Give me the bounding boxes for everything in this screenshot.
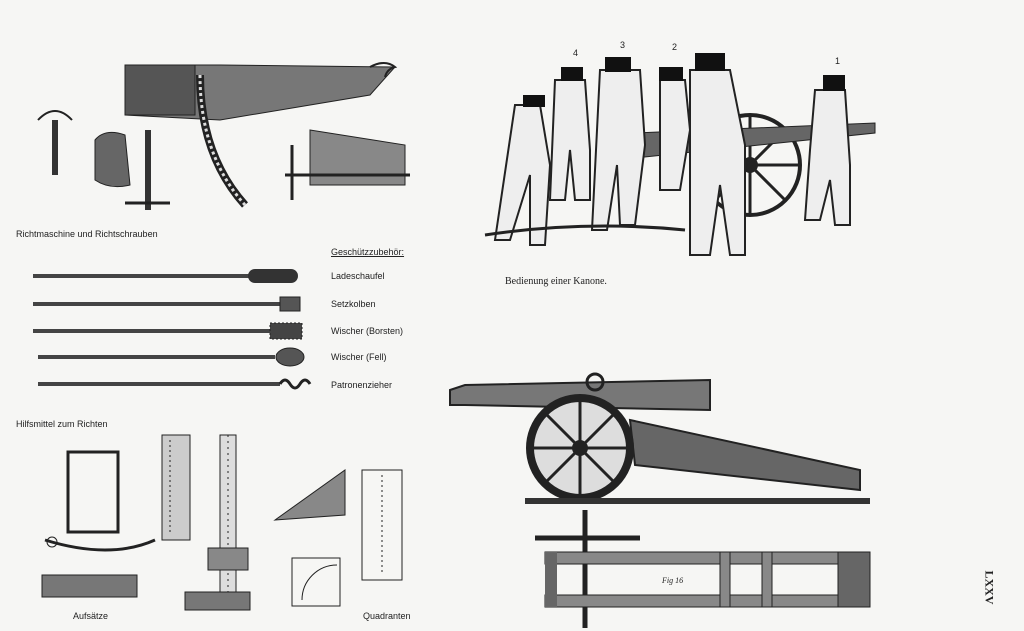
tool-label-wischer-borsten: Wischer (Borsten) <box>331 326 404 336</box>
richtmaschine-illustration <box>30 45 420 215</box>
plate-number: LXXV <box>982 570 997 605</box>
caption-bedienung: Bedienung einer Kanone. <box>505 276 607 287</box>
caption-richtmaschine: Richtmaschine und Richtschrauben <box>16 229 158 239</box>
tool-label-setzkolben: Setzkolben <box>331 299 376 309</box>
caption-quadranten: Quadranten <box>363 611 411 621</box>
caption-hilfsmittel: Hilfsmittel zum Richten <box>16 419 108 429</box>
caption-aufsaetze: Aufsätze <box>73 611 109 621</box>
crew-number-2: 2 <box>672 42 678 52</box>
figure-label: Fig 16 <box>662 576 684 585</box>
tool-label-patronenzieher: Patronenzieher <box>331 380 393 390</box>
tool-label-wischer-fell: Wischer (Fell) <box>331 352 387 362</box>
crew-number-1: 1 <box>835 56 841 66</box>
crew-number-3: 3 <box>620 40 626 50</box>
accessory-tools-illustration <box>30 262 310 397</box>
tool-label-ladeschaufel: Ladeschaufel <box>331 271 385 281</box>
cannon-crew-illustration <box>455 45 885 270</box>
aiming-tools-illustration <box>30 430 420 615</box>
cannon-technical-drawing <box>450 370 880 630</box>
crew-number-4: 4 <box>573 48 579 58</box>
accessories-heading: Geschützzubehör: <box>331 247 405 257</box>
